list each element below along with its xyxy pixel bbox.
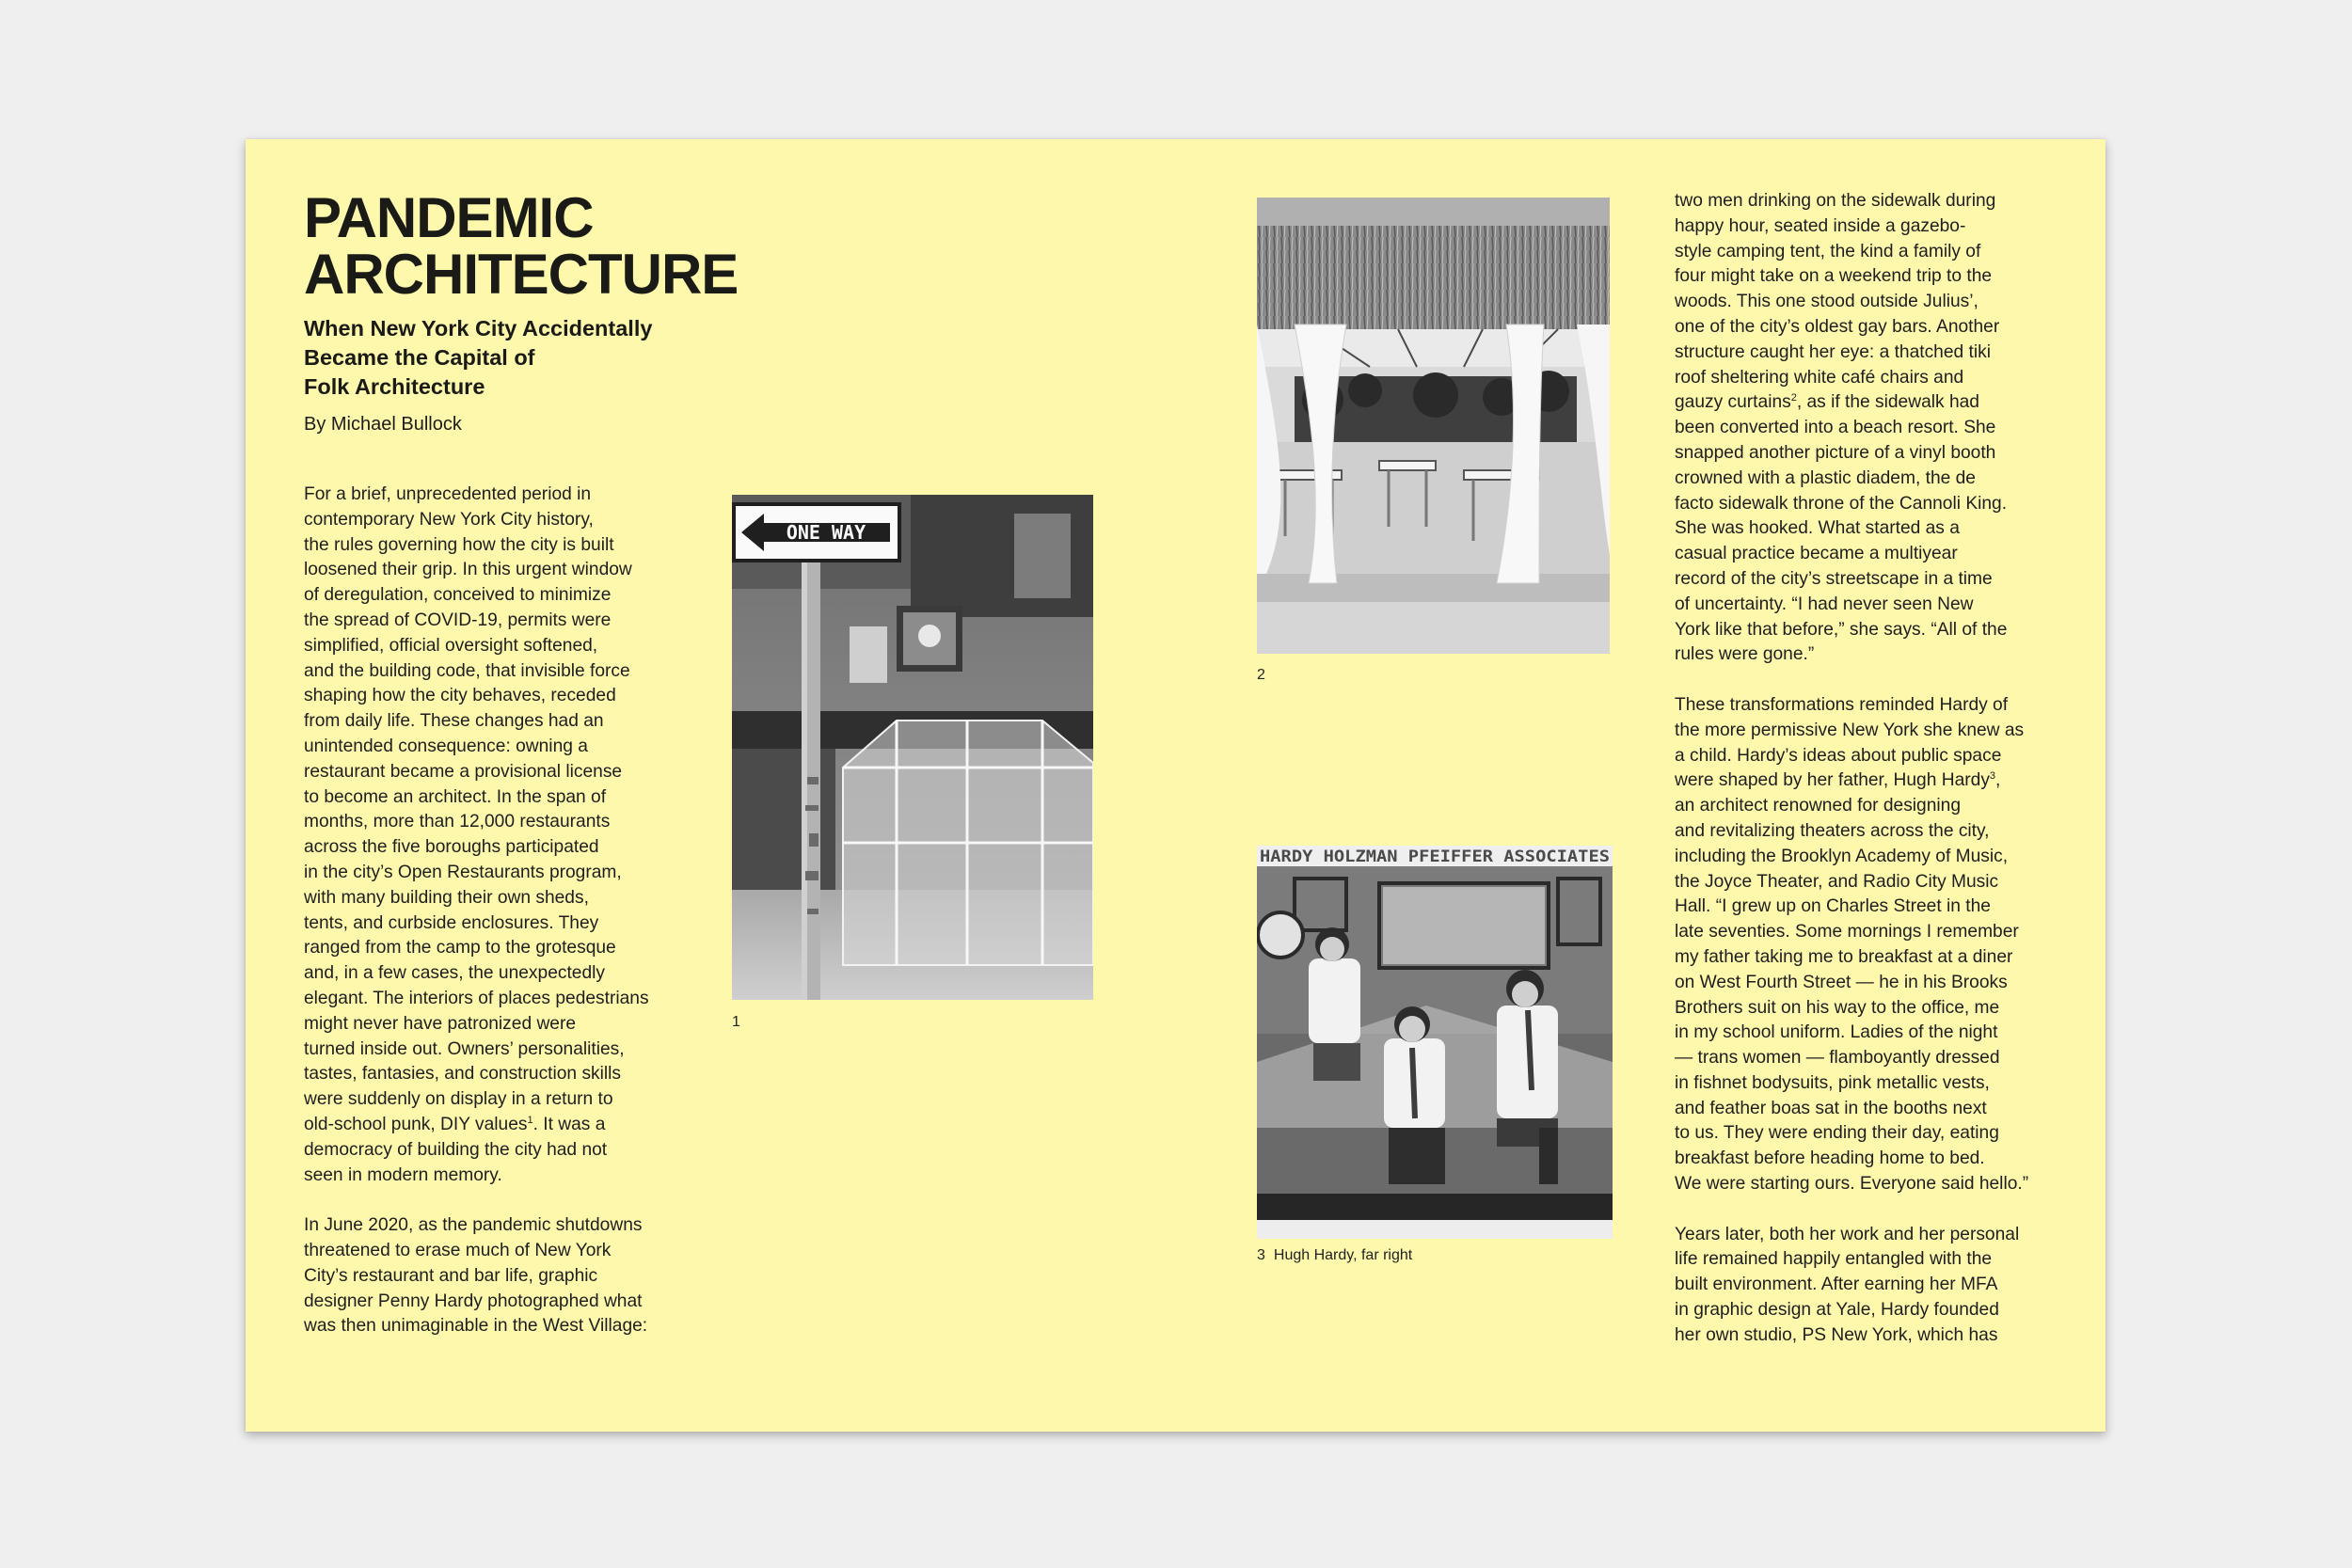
paragraph (304, 483, 690, 1188)
paragraph (304, 1213, 690, 1339)
figure-caption-1: 1 (732, 1014, 740, 1030)
article-subtitle (304, 314, 737, 402)
text-line: the more permissive New York she knew as (1675, 720, 2025, 740)
text-line: record of the city’s streetscape in a time (1675, 568, 1993, 589)
footnote-marker: 3 (1989, 770, 1996, 783)
text-line: designer Penny Hardy photographed what (304, 1291, 643, 1311)
text-line: been converted into a beach resort. She (1675, 418, 1996, 438)
text-line: the spread of COVID-19, permits were (304, 610, 612, 630)
text-line: crowned with a plastic diadem, the de (1675, 467, 1976, 488)
text-line (1675, 390, 2070, 416)
text-line: In June 2020, as the pandemic shutdowns (304, 1215, 643, 1236)
text-line: and feather boas sat in the booths next (1675, 1098, 1987, 1118)
text-line: — trans women — flamboyantly dressed (1675, 1048, 2000, 1069)
text-line: life remained happily entangled with the (1675, 1249, 1993, 1270)
footnote-text: , as if the sidewalk had (1796, 392, 1979, 413)
text-line: in the city’s Open Restaurants program, (304, 862, 622, 882)
text-line: threatened to erase much of New York (304, 1240, 612, 1260)
text-line: of uncertainty. “I had never seen New (1675, 594, 1974, 614)
text-line: on West Fourth Street — he in his Brooks (1675, 972, 2008, 992)
figure-caption-3 (1257, 1246, 1412, 1265)
text-line: across the five boroughs participated (304, 837, 599, 858)
text-line: late seventies. Some mornings I remember (1675, 922, 2019, 942)
text-line: democracy of building the city had not (304, 1139, 608, 1160)
photo-architects-office (1257, 846, 1613, 1239)
text-line: one of the city’s oldest gay bars. Another (1675, 316, 2000, 337)
text-line: facto sidewalk throne of the Cannoli King. (1675, 493, 2008, 514)
text-line: four might take on a weekend trip to the (1675, 266, 1993, 287)
office-banner-text: HARDY HOLZMAN PFEIFFER ASSOCIATES (1260, 847, 1610, 866)
text-line: structure caught her eye: a thatched tiki (1675, 341, 1991, 362)
text-line: and the building code, that invisible force (304, 660, 630, 681)
text-line: loosened their grip. In this urgent window (304, 560, 632, 580)
text-line: and, in a few cases, the unexpectedly (304, 963, 605, 984)
footnote-text: old-school punk, DIY values (304, 1114, 528, 1134)
text-line: shaping how the city behaves, receded (304, 686, 616, 706)
footnote-text: were shaped by her father, Hugh Hardy (1675, 770, 1990, 791)
text-line: to become an architect. In the span of (304, 786, 607, 807)
text-line: ranged from the camp to the grotesque (304, 938, 616, 958)
footnote-marker: 1 (527, 1114, 533, 1126)
footnote-text: gauzy curtains (1675, 392, 1791, 413)
text-line: turned inside out. Owners’ personalities, (304, 1038, 625, 1059)
paragraph (1675, 189, 2070, 668)
text-line: built environment. After earning her MFA (1675, 1275, 1998, 1295)
text-line: Brothers suit on his way to the office, me (1675, 997, 2000, 1018)
text-line: an architect renowned for designing (1675, 796, 1961, 816)
subtitle-line: Became the Capital of (304, 345, 535, 370)
text-line: City’s restaurant and bar life, graphic (304, 1265, 598, 1286)
text-line: rules were gone.” (1675, 644, 1815, 665)
text-line: elegant. The interiors of places pedestrians (304, 988, 649, 1008)
tiki-roof-image (1257, 198, 1610, 654)
text-line (304, 1113, 690, 1138)
text-line: her own studio, PS New York, which has (1675, 1324, 1998, 1345)
text-line: We were starting ours. Everyone said hello.” (1675, 1174, 2029, 1195)
body-column-left (304, 483, 690, 1365)
title-line: PANDEMIC (304, 186, 594, 249)
text-line: to us. They were ending their day, eating (1675, 1123, 1999, 1144)
text-line: woods. This one stood outside Julius’, (1675, 292, 1979, 312)
figure-caption-2: 2 (1257, 667, 1265, 683)
text-line: Hall. “I grew up on Charles Street in the (1675, 896, 1991, 917)
text-line: casual practice became a multiyear (1675, 544, 1958, 564)
byline: By Michael Bullock (304, 414, 462, 435)
text-line: were suddenly on display in a return to (304, 1089, 613, 1110)
text-line: happy hour, seated inside a gazebo- (1675, 215, 1966, 236)
footnote-marker: 2 (1790, 392, 1797, 404)
text-line: tastes, fantasies, and construction skills (304, 1064, 622, 1085)
text-line: the Joyce Theater, and Radio City Music (1675, 871, 1999, 892)
text-line: from daily life. These changes had an (304, 711, 604, 732)
paragraph (1675, 1223, 2070, 1349)
text-line: the rules governing how the city is built (304, 534, 614, 555)
text-line (1675, 768, 2070, 794)
street-enclosure-image (732, 495, 1093, 1000)
paragraph (1675, 693, 2070, 1197)
caption-number: 3 (1257, 1247, 1265, 1263)
subtitle-line: When New York City Accidentally (304, 316, 653, 341)
footnote-text: . It was a (532, 1114, 606, 1134)
text-line: my father taking me to breakfast at a diner (1675, 946, 2013, 967)
text-line: in my school uniform. Ladies of the night (1675, 1022, 1998, 1043)
magazine-spread (246, 139, 2106, 1432)
footnote-text: , (1995, 770, 2001, 791)
photo-street-enclosure (732, 495, 1093, 1000)
text-line: in fishnet bodysuits, pink metallic vests, (1675, 1072, 1990, 1093)
caption-text: Hugh Hardy, far right (1273, 1247, 1413, 1263)
text-line: in graphic design at Yale, Hardy founded (1675, 1300, 1999, 1321)
text-line: seen in modern memory. (304, 1164, 502, 1185)
body-column-right (1675, 189, 2070, 1373)
text-line: two men drinking on the sidewalk during (1675, 191, 1996, 211)
text-line: Years later, both her work and her personal (1675, 1224, 2020, 1244)
text-line: York like that before,” she says. “All of the (1675, 619, 2008, 640)
text-line: with many building their own sheds, (304, 887, 589, 908)
text-line: unintended consequence: owning a (304, 736, 588, 756)
text-line: might never have patronized were (304, 1013, 577, 1034)
text-line: months, more than 12,000 restaurants (304, 812, 611, 832)
title-line: ARCHITECTURE (304, 243, 739, 306)
text-line: contemporary New York City history, (304, 509, 594, 530)
photo-tiki-roof (1257, 198, 1610, 654)
text-line: tents, and curbside enclosures. They (304, 912, 599, 933)
one-way-sign-text: ONE WAY (786, 521, 866, 544)
text-line: was then unimaginable in the West Village: (304, 1316, 648, 1337)
text-line: These transformations reminded Hardy of (1675, 694, 2009, 715)
text-line: a child. Hardy’s ideas about public space (1675, 745, 2002, 766)
text-line: restaurant became a provisional license (304, 761, 623, 782)
subtitle-line: Folk Architecture (304, 374, 485, 399)
text-line: simplified, official oversight softened, (304, 635, 598, 656)
text-line: including the Brooklyn Academy of Music, (1675, 846, 2009, 866)
text-line: snapped another picture of a vinyl booth (1675, 442, 1996, 463)
text-line: roof sheltering white café chairs and (1675, 367, 1964, 388)
text-line: breakfast before heading home to bed. (1675, 1148, 1985, 1169)
architects-office-image (1257, 846, 1613, 1239)
text-line: For a brief, unprecedented period in (304, 484, 592, 504)
text-line: She was hooked. What started as a (1675, 518, 1960, 539)
text-line: of deregulation, conceived to minimize (304, 585, 612, 606)
text-line: style camping tent, the kind a family of (1675, 241, 1981, 261)
text-line: and revitalizing theaters across the city, (1675, 820, 1990, 841)
article-title (304, 186, 739, 306)
